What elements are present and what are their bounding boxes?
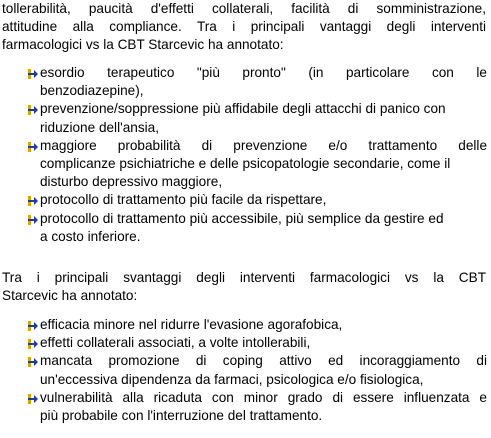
list-item-text: prevenzione/soppressione più affidabile degli attacchi di panico con [40, 101, 446, 117]
disadvantages-list [27, 316, 487, 425]
middle-paragraph [2, 269, 486, 305]
list-item-text: più probabile con l'interruzione del trattamento. [40, 407, 323, 423]
list-item-text: effetti collaterali associati, a volte intollerabili, [40, 335, 311, 351]
list-item [27, 352, 487, 388]
list-item [27, 389, 487, 425]
list-item [27, 191, 487, 209]
list-item-text: vulnerabilità alla ricaduta con minor grado di essere influenzata e [40, 389, 487, 405]
intro-line [2, 36, 486, 54]
list-item-text: protocollo di trattamento più facile da rispettare, [40, 192, 327, 208]
arrow-bullet-icon [27, 392, 38, 404]
advantages-list [27, 64, 487, 246]
list-item-text: disturbo depressivo maggiore, [40, 174, 223, 190]
arrow-bullet-icon [27, 319, 38, 331]
list-item-text: benzodiazepine), [40, 83, 144, 99]
middle-line: Starcevic ha annotato: [2, 288, 138, 304]
arrow-bullet-icon [27, 194, 38, 206]
arrow-bullet-icon [27, 103, 38, 115]
list-item-text: a costo inferiore. [40, 228, 141, 244]
list-item [27, 64, 487, 100]
list-item [27, 334, 487, 352]
list-item-text: mancata promozione di coping attivo ed incoraggiamento di [40, 353, 487, 369]
intro-line: attitudine alla compliance. Tra i principali vantaggi degli interventi [2, 19, 486, 35]
intro-line: tollerabilità, paucità d'effetti collaterali, facilità di somministrazione, [2, 1, 486, 16]
arrow-bullet-icon [27, 67, 38, 79]
list-item-text: un'eccessiva dipendenza da farmaci, psicologica e/o fisiologica, [40, 371, 424, 387]
list-item-text: maggiore probabilità di prevenzione e/o trattamento delle [40, 137, 487, 153]
arrow-bullet-icon [27, 337, 38, 349]
list-item-text: efficacia minore nel ridurre l'evasione agorafobica, [40, 317, 343, 332]
list-item-text: complicanze psichiatriche e delle psicopatologie secondarie, come il [40, 155, 451, 171]
intro-line-text: farmacologici vs la CBT Starcevic ha annotato: [2, 37, 284, 53]
list-item-text: protocollo di trattamento più accessibile, più semplice da gestire ed [40, 210, 444, 226]
arrow-bullet-icon [27, 213, 38, 225]
arrow-bullet-icon [27, 355, 38, 367]
list-item [27, 210, 487, 246]
arrow-bullet-icon [27, 140, 38, 152]
list-item-text: esordio terapeutico "più pronto" (in particolare con le [40, 65, 487, 80]
list-item [27, 137, 487, 192]
list-item [27, 100, 487, 136]
list-item-text: riduzione dell'ansia, [40, 119, 159, 135]
middle-line: Tra i principali svantaggi degli interventi farmacologici vs la CBT [2, 270, 486, 285]
intro-paragraph [2, 0, 486, 55]
list-item [27, 316, 487, 334]
